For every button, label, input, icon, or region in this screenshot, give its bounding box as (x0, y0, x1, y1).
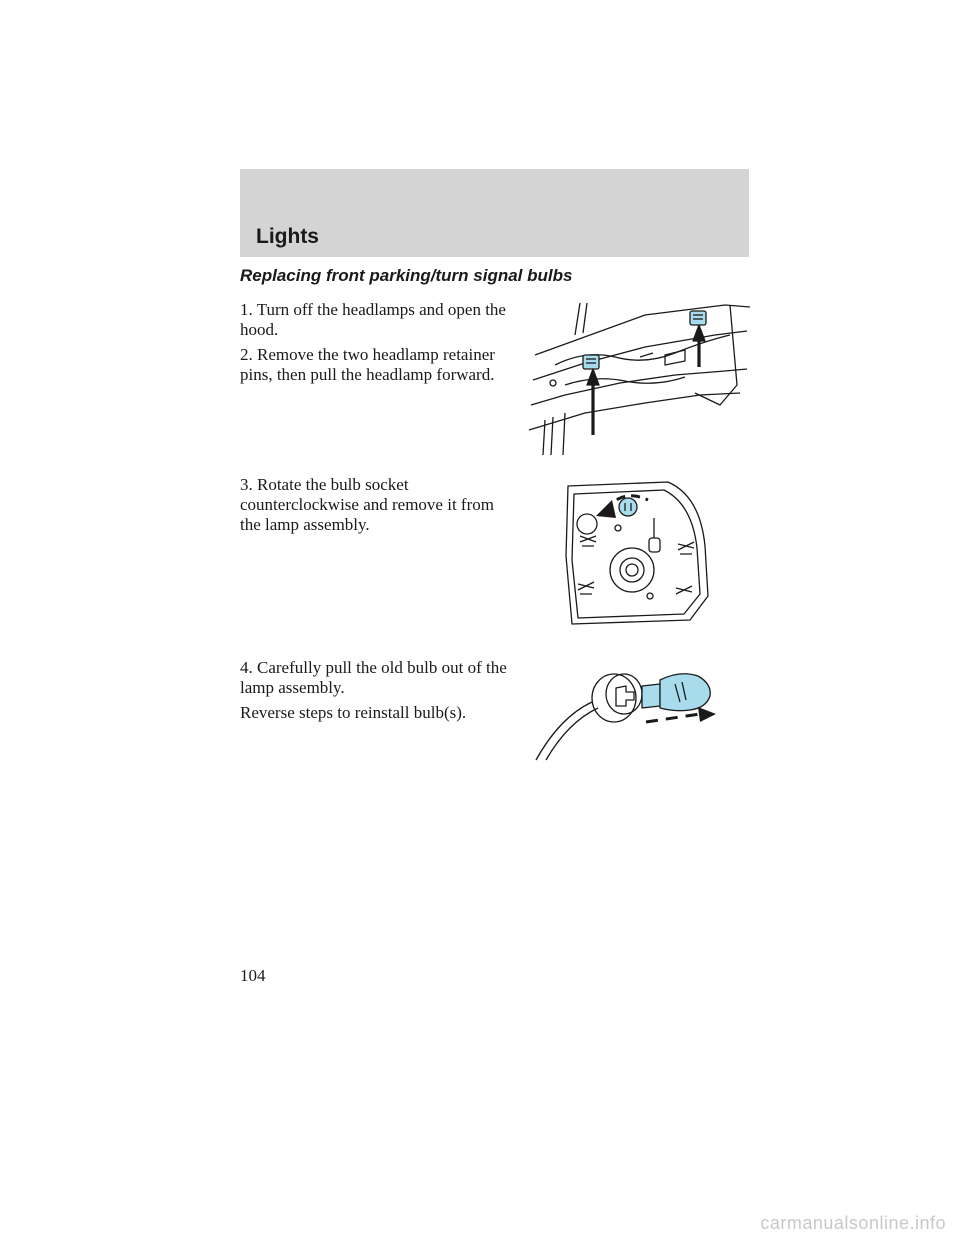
step-2: 2. Remove the two headlamp retainer pins, then pull the headlamp forward. (240, 345, 495, 384)
step-1: 1. Turn off the headlamps and open the hood. (240, 300, 506, 339)
step-5: Reverse steps to reinstall bulb(s). (240, 703, 467, 722)
page-title: Lights (256, 225, 319, 248)
headlamp-retainer-pins-illustration (525, 295, 755, 455)
bulb-removal-illustration (530, 662, 725, 762)
bulb-socket-rotation-illustration (560, 476, 720, 628)
header-band (240, 169, 749, 257)
page-number: 104 (240, 966, 266, 985)
watermark-link[interactable]: carmanualsonline.info (760, 1213, 946, 1233)
section-heading: Replacing front parking/turn signal bulbs (240, 266, 573, 285)
step-3: 3. Rotate the bulb socket counterclockwise and remove it from the lamp assembly. (240, 475, 494, 534)
step-4: 4. Carefully pull the old bulb out of the lamp assembly. (240, 658, 507, 697)
